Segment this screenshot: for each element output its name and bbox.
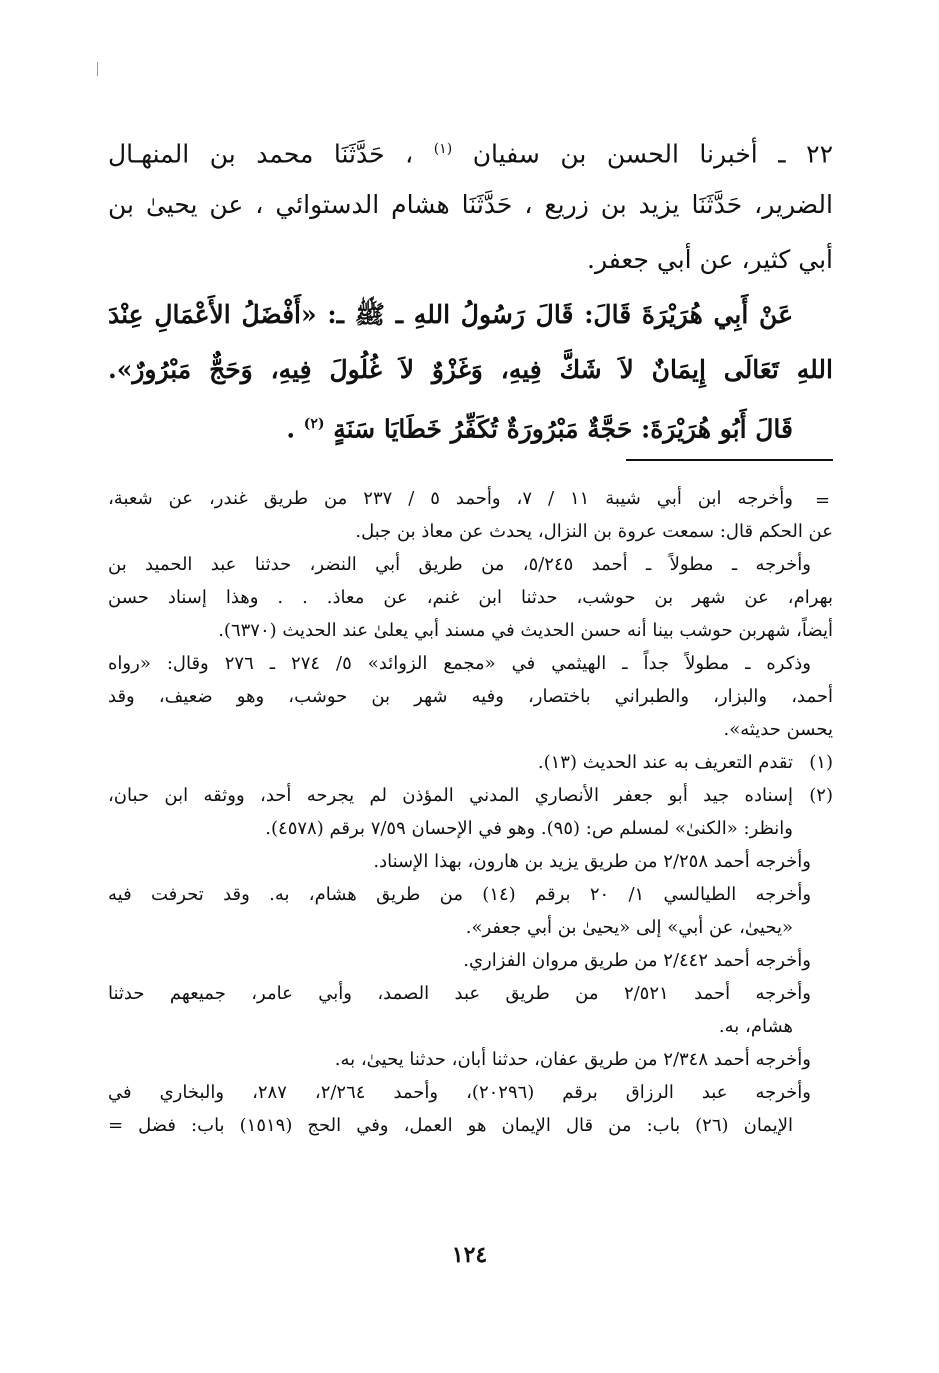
footnote-text: إسناده جيد أبو جعفر الأنصاري المدني المؤذن لم يجرحه أحد، ووثقه ابن حبان، bbox=[108, 785, 793, 806]
footnote-line bbox=[108, 482, 833, 515]
main-line-text: عَنْ أَبِي هُرَيْرَةَ قَالَ: قَالَ رَسُولُ اللهِ ـ ﷺ ـ: «أَفْضَلُ الأَعْمَالِ عِنْدَ bbox=[108, 300, 793, 329]
main-line-text: الضرير، حَدَّثَنَا يزيد بن زريع ، حَدَّثَنَا هشام الدستوائي ، عن يحيىٰ بن bbox=[108, 190, 833, 219]
main-line-text-after: . bbox=[286, 414, 304, 444]
footnote-separator bbox=[626, 459, 833, 461]
footnote-text: وأخرجه عبد الرزاق برقم (٢٠٢٩٦)، وأحمد ٢/٢٦٤، ٢٨٧، والبخاري في bbox=[108, 1082, 811, 1103]
footnote-text: بهرام، عن شهر بن حوشب، حدثنا ابن غنم، عن معاذ. . . وهذا إسناد حسن bbox=[108, 587, 833, 608]
footnote-line bbox=[108, 779, 833, 812]
main-line-text: أبي كثير، عن أبي جعفر. bbox=[587, 245, 833, 274]
main-line-text: اللهِ تَعَالَى إِيمَانٌ لاَ شَكَّ فِيهِ، وَغَزْوٌ لاَ غُلُولَ فِيهِ، وَحَجٌّ مَبْرُورٌ». bbox=[108, 355, 833, 384]
footnote-line bbox=[108, 1043, 833, 1076]
main-text bbox=[108, 122, 833, 452]
footnote-line bbox=[108, 515, 833, 548]
footnote-text: يحسن حديثه». bbox=[723, 719, 833, 740]
footnote-text: وأخرجه أحمد ٢/٥٢١ من طريق عبد الصمد، وأبي عامر، جميعهم حدثنا bbox=[108, 983, 811, 1004]
footnote-number: (٢) bbox=[809, 785, 833, 806]
main-line bbox=[108, 287, 833, 342]
footnote-line bbox=[108, 911, 833, 944]
footnote-line bbox=[108, 1109, 833, 1142]
footnote-text: وأخرجه أحمد ٢/٣٤٨ من طريق عفان، حدثنا أبان، حدثنا يحيىٰ، به. bbox=[334, 1049, 811, 1070]
footnote-line bbox=[108, 581, 833, 614]
footnote-text: وأخرجه أحمد ٢/٤٤٢ من طريق مروان الفزاري. bbox=[463, 950, 811, 971]
footnote-line bbox=[108, 977, 833, 1010]
footnote-line bbox=[108, 878, 833, 911]
footnote-text: وذكره ـ مطولاً جداً ـ الهيثمي في «مجمع الزوائد» ٥/ ٢٧٤ ـ ٢٧٦ وقال: «رواه bbox=[108, 653, 812, 674]
footnote-text: الإيمان (٢٦) باب: من قال الإيمان هو العمل، وفي الحج (١٥١٩) باب: فضل = bbox=[108, 1115, 793, 1136]
footnote-line bbox=[108, 746, 833, 779]
main-line bbox=[108, 232, 833, 287]
footnote-continuation-mark: = bbox=[815, 490, 831, 511]
footnote-reference: (١) bbox=[433, 141, 453, 157]
margin-mark bbox=[97, 62, 98, 76]
main-line bbox=[108, 342, 833, 397]
footnote-text: وأخرجه الطيالسي ١/ ٢٠ برقم (١٤) من طريق هشام، به. وقد تحرفت فيه bbox=[108, 884, 812, 905]
main-line-text-after: ، حَدَّثَنَا محمد بن المنهـال bbox=[108, 139, 434, 169]
footnote-line bbox=[108, 845, 833, 878]
footnote-line bbox=[108, 1076, 833, 1109]
footnote-text: وأخرجه ابن أبي شيبة ١١ / ٧، وأحمد ٥ / ٢٣٧ من طريق غندر، عن شعبة، bbox=[108, 488, 793, 509]
main-line-text: قَالَ أَبُو هُرَيْرَةَ: حَجَّةٌ مَبْرُورَةٌ تُكَفِّرُ خَطَايَا سَنَةٍ bbox=[324, 414, 793, 444]
footnote-line bbox=[108, 944, 833, 977]
footnote-line bbox=[108, 647, 833, 680]
footnote-text: وانظر: «الكنىٰ» لمسلم ص: (٩٥). وهو في الإحسان ٧/٥٩ برقم (٤٥٧٨). bbox=[265, 818, 793, 839]
footnote-line bbox=[108, 1010, 833, 1043]
footnote-line bbox=[108, 812, 833, 845]
footnote-line bbox=[108, 614, 833, 647]
footnote-text: أيضاً، شهربن حوشب بينا أنه حسن الحديث في مسند أبي يعلىٰ عند الحديث (٦٣٧٠). bbox=[218, 620, 833, 641]
footnote-line bbox=[108, 713, 833, 746]
footnotes bbox=[108, 482, 833, 1142]
footnote-text: تقدم التعريف به عند الحديث (١٣). bbox=[537, 752, 793, 773]
footnote-reference: (٢) bbox=[303, 416, 325, 432]
main-line bbox=[108, 397, 833, 452]
footnote-text: «يحيىٰ، عن أبي» إلى «يحيىٰ بن أبي جعفر». bbox=[465, 917, 793, 938]
footnote-text: وأخرجه ـ مطولاً ـ أحمد ٥/٢٤٥، من طريق أبي النضر، حدثنا عبد الحميد بن bbox=[108, 554, 812, 575]
footnote-line bbox=[108, 548, 833, 581]
main-line-text: ٢٢ ـ أخبرنا الحسن بن سفيان bbox=[452, 139, 833, 169]
footnote-text: عن الحكم قال: سمعت عروة بن النزال، يحدث عن معاذ بن جبل. bbox=[355, 521, 833, 542]
footnote-text: هشام، به. bbox=[718, 1016, 793, 1037]
footnote-line bbox=[108, 680, 833, 713]
footnote-number: (١) bbox=[809, 752, 833, 773]
main-line bbox=[108, 122, 833, 177]
main-line bbox=[108, 177, 833, 232]
footnote-text: أحمد، والبزار، والطبراني باختصار، وفيه شهر بن حوشب، وهو ضعيف، وقد bbox=[108, 686, 833, 707]
footnote-text: وأخرجه أحمد ٢/٢٥٨ من طريق يزيد بن هارون، بهذا الإسناد. bbox=[373, 851, 811, 872]
page-number: ١٢٤ bbox=[451, 1242, 488, 1268]
